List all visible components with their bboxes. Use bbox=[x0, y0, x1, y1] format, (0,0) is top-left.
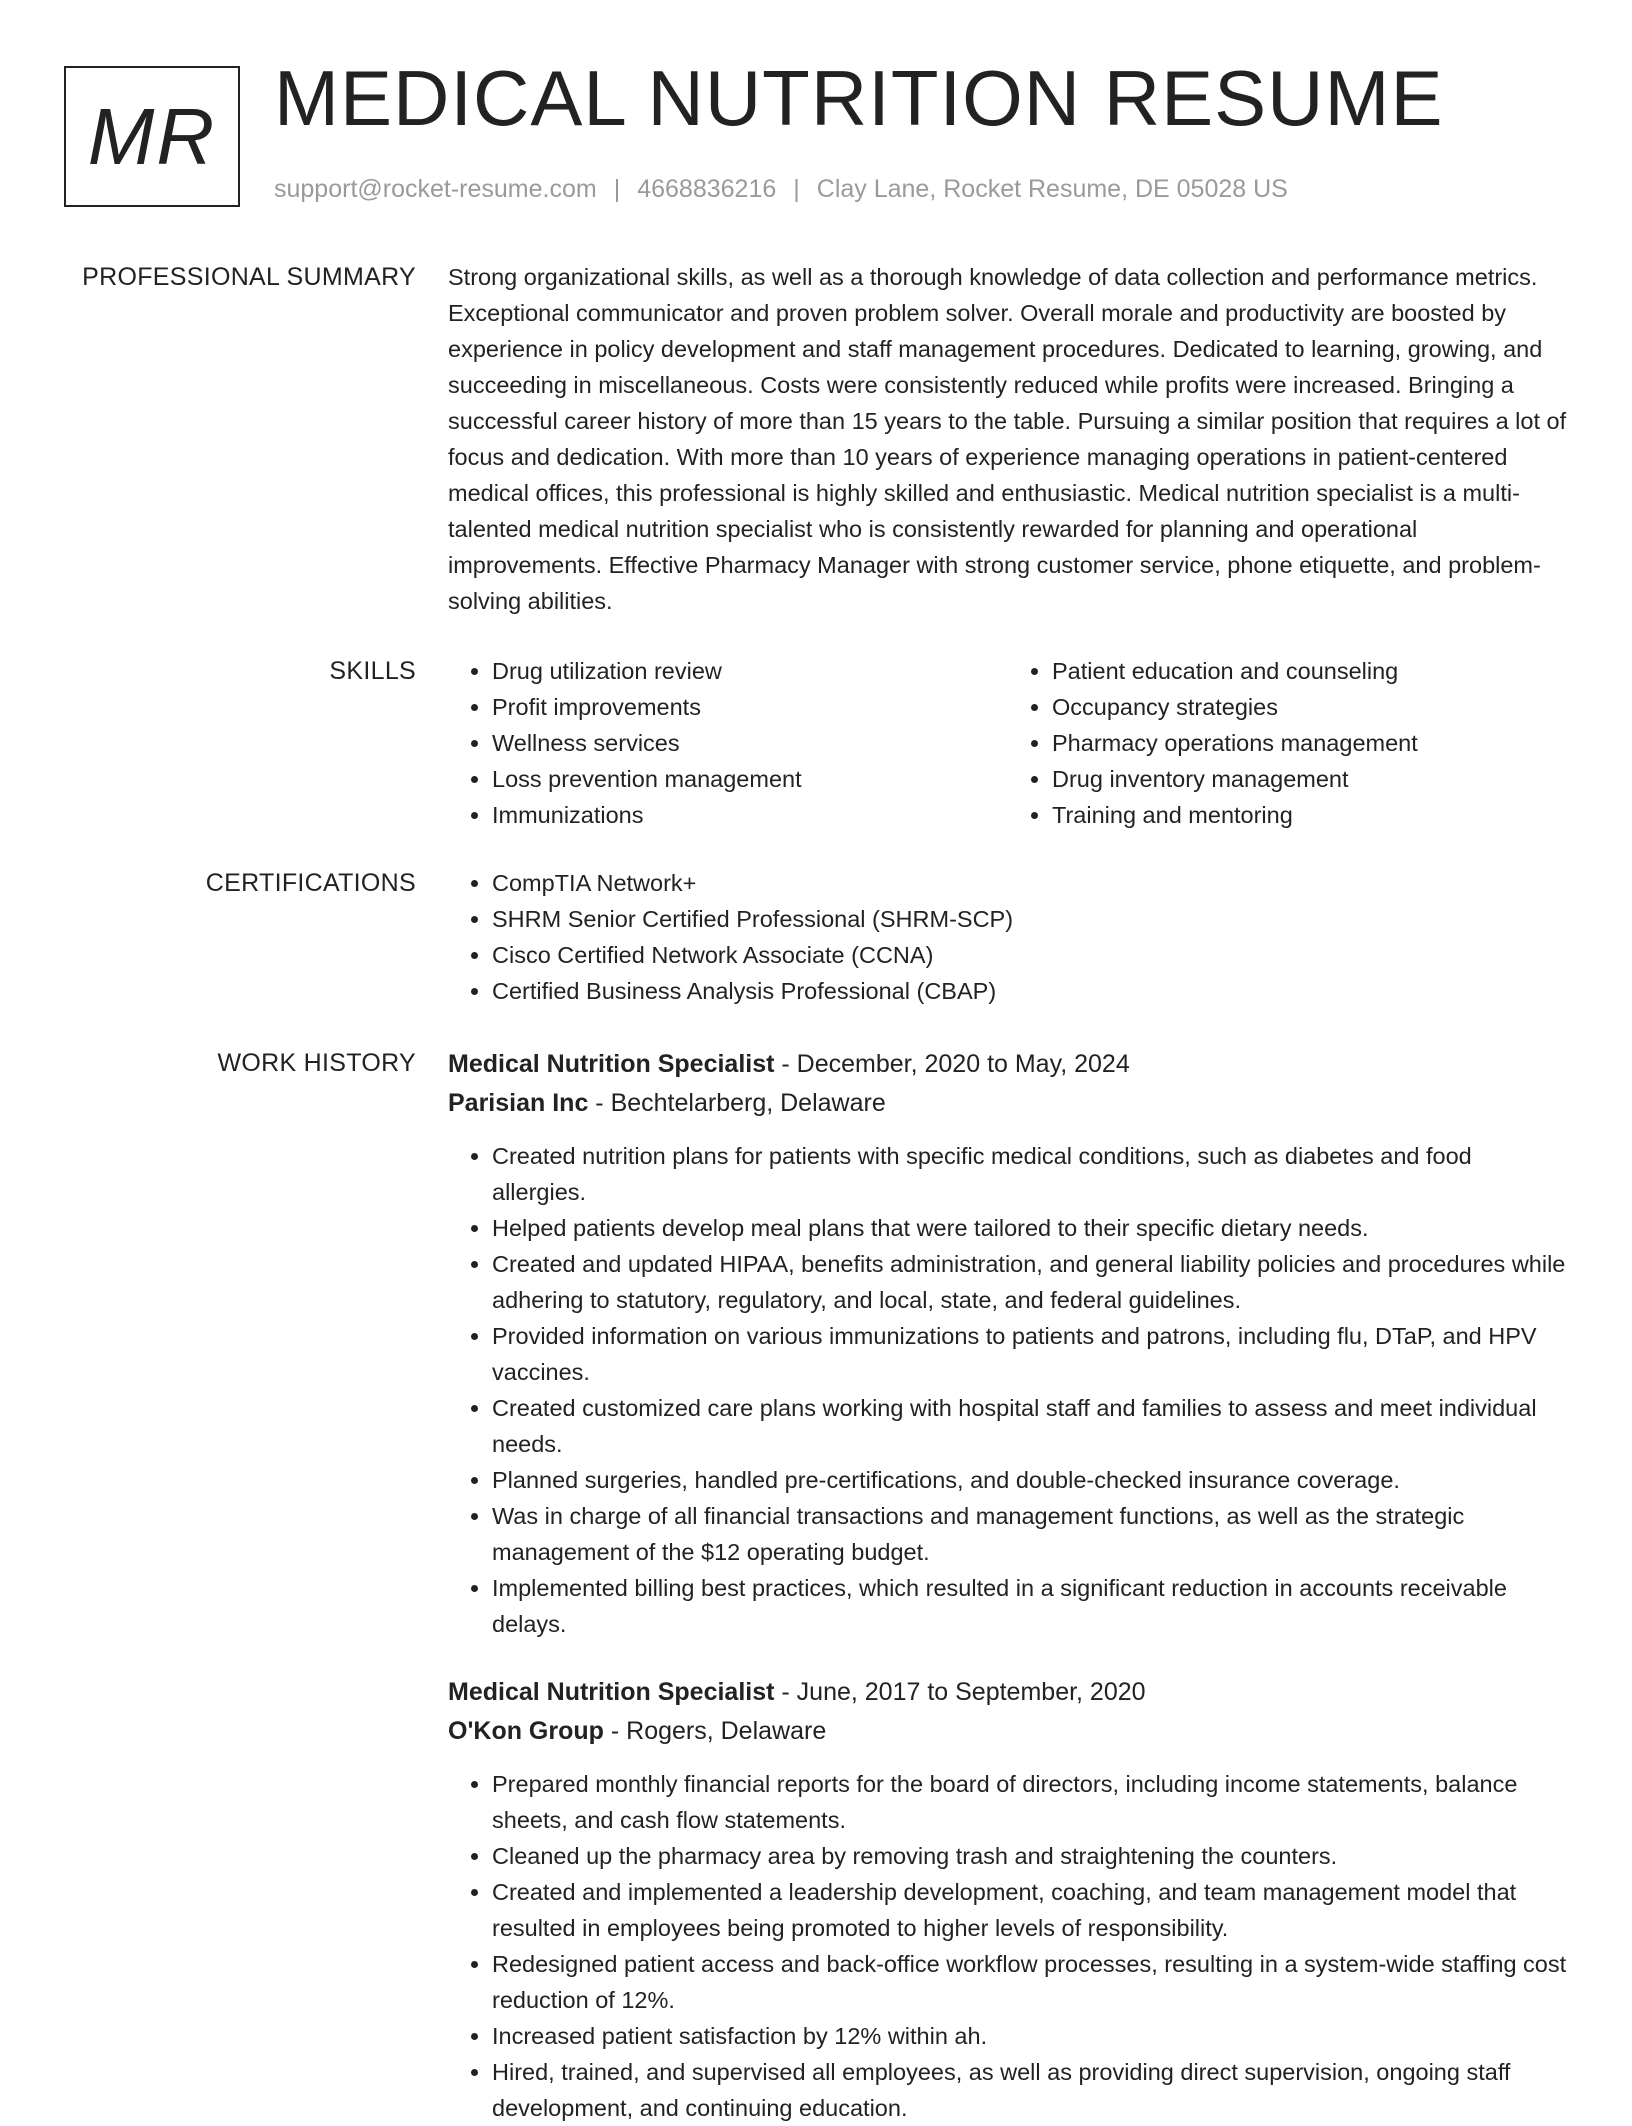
job-role: Medical Nutrition Specialist bbox=[448, 1050, 775, 1078]
list-item: • Redesigned patient access and back-office workflow processes, resulting in a system-wide staffing cost reduction of 12%. bbox=[492, 1946, 1568, 2018]
skills-heading: SKILLS bbox=[329, 657, 416, 685]
certifications-list bbox=[448, 865, 1568, 1009]
list-item: • Occupancy strategies bbox=[1052, 689, 1568, 725]
job-company: Parisian Inc bbox=[448, 1089, 589, 1117]
contact-address: Clay Lane, Rocket Resume, DE 05028 US bbox=[816, 175, 1288, 203]
list-item: • Drug inventory management bbox=[1052, 761, 1568, 797]
list-item: • Hired, trained, and supervised all employees, as well as providing direct supervision, ongoing staff development, and continuing education. bbox=[492, 2054, 1568, 2126]
skills-list-right bbox=[1008, 653, 1568, 833]
list-item: • Created nutrition plans for patients with specific medical conditions, such as diabetes and food allergies. bbox=[492, 1138, 1568, 1210]
job-company-line bbox=[448, 1712, 1568, 1751]
list-item: • Certified Business Analysis Professional (CBAP) bbox=[492, 973, 1568, 1009]
work-history-body bbox=[448, 1045, 1568, 2126]
list-item: • Provided information on various immunizations to patients and patrons, including flu, DTaP, and HPV vaccines. bbox=[492, 1318, 1568, 1390]
job-entry bbox=[448, 1673, 1568, 2126]
job-company: O'Kon Group bbox=[448, 1717, 604, 1745]
job-dates: - December, 2020 to May, 2024 bbox=[774, 1050, 1130, 1078]
summary-heading: PROFESSIONAL SUMMARY bbox=[82, 263, 416, 291]
list-item: • Loss prevention management bbox=[492, 761, 1008, 797]
list-item: • Implemented billing best practices, which resulted in a significant reduction in accounts receivable delays. bbox=[492, 1570, 1568, 1642]
list-item: • Patient education and counseling bbox=[1052, 653, 1568, 689]
summary-text: Strong organizational skills, as well as a thorough knowledge of data collection and performance metrics. Exceptional communicator and proven problem solver. Overall morale and productivity are boosted by experience in policy development and staff management procedures. Dedicated to learning, growing, and succeeding in miscellaneous. Costs were consistently reduced while profits were increased. Bringing a successful career history of more than 15 years to the table. Pursuing a similar position that requires a lot of focus and dedication. With more than 10 years of experience managing operations in patient-centered medical offices, this professional is highly skilled and enthusiastic. Medical nutrition specialist is a multi-talented medical nutrition specialist who is consistently rewarded for planning and operational improvements. Effective Pharmacy Manager with strong customer service, phone etiquette, and problem-solving abilities. bbox=[448, 264, 1567, 614]
list-item: • Planned surgeries, handled pre-certifications, and double-checked insurance coverage. bbox=[492, 1462, 1568, 1498]
job-company-line bbox=[448, 1084, 1568, 1123]
list-item: • Created and updated HIPAA, benefits administration, and general liability policies and procedures while adhering to statutory, regulatory, and local, state, and federal guidelines. bbox=[492, 1246, 1568, 1318]
list-item: • Was in charge of all financial transactions and management functions, as well as the strategic management of the $12 operating budget. bbox=[492, 1498, 1568, 1570]
list-item: • Created customized care plans working with hospital staff and families to assess and meet individual needs. bbox=[492, 1390, 1568, 1462]
job-entry bbox=[448, 1045, 1568, 1642]
list-item: • Increased patient satisfaction by 12% within ah. bbox=[492, 2018, 1568, 2054]
certifications-heading: CERTIFICATIONS bbox=[205, 869, 416, 897]
job-bullets bbox=[448, 1766, 1568, 2126]
job-title-line bbox=[448, 1045, 1568, 1084]
contact-separator: | bbox=[613, 175, 621, 203]
list-item: • CompTIA Network+ bbox=[492, 865, 1568, 901]
work-history-heading: WORK HISTORY bbox=[217, 1049, 416, 1077]
job-location: - Rogers, Delaware bbox=[603, 1717, 827, 1745]
list-item: • Cisco Certified Network Associate (CCNA) bbox=[492, 937, 1568, 973]
contact-phone: 4668836216 bbox=[637, 175, 777, 203]
job-bullets bbox=[448, 1138, 1568, 1642]
monogram-logo: MR bbox=[64, 66, 240, 207]
contact-email: support@rocket-resume.com bbox=[274, 175, 597, 203]
list-item: • Profit improvements bbox=[492, 689, 1008, 725]
contact-line bbox=[274, 175, 1288, 204]
list-item: • Wellness services bbox=[492, 725, 1008, 761]
certifications-body bbox=[448, 865, 1568, 1009]
list-item: • SHRM Senior Certified Professional (SHRM-SCP) bbox=[492, 901, 1568, 937]
job-title-line bbox=[448, 1673, 1568, 1712]
skills-list-left bbox=[448, 653, 1008, 833]
list-item: • Training and mentoring bbox=[1052, 797, 1568, 833]
list-item: • Drug utilization review bbox=[492, 653, 1008, 689]
list-item: • Pharmacy operations management bbox=[1052, 725, 1568, 761]
job-role: Medical Nutrition Specialist bbox=[448, 1678, 775, 1706]
resume-title: MEDICAL NUTRITION RESUME bbox=[274, 54, 1444, 142]
skills-body bbox=[448, 653, 1568, 833]
skills-columns bbox=[448, 653, 1568, 833]
job-dates: - June, 2017 to September, 2020 bbox=[774, 1678, 1146, 1706]
summary-body bbox=[448, 259, 1568, 619]
job-location: - Bechtelarberg, Delaware bbox=[588, 1089, 886, 1117]
list-item: • Created and implemented a leadership development, coaching, and team management model that resulted in employees being promoted to higher levels of responsibility. bbox=[492, 1874, 1568, 1946]
contact-separator: | bbox=[793, 175, 800, 203]
list-item: • Prepared monthly financial reports for the board of directors, including income statements, balance sheets, and cash flow statements. bbox=[492, 1766, 1568, 1838]
list-item: • Helped patients develop meal plans that were tailored to their specific dietary needs. bbox=[492, 1210, 1568, 1246]
list-item: • Cleaned up the pharmacy area by removing trash and straightening the counters. bbox=[492, 1838, 1568, 1874]
list-item: • Immunizations bbox=[492, 797, 1008, 833]
